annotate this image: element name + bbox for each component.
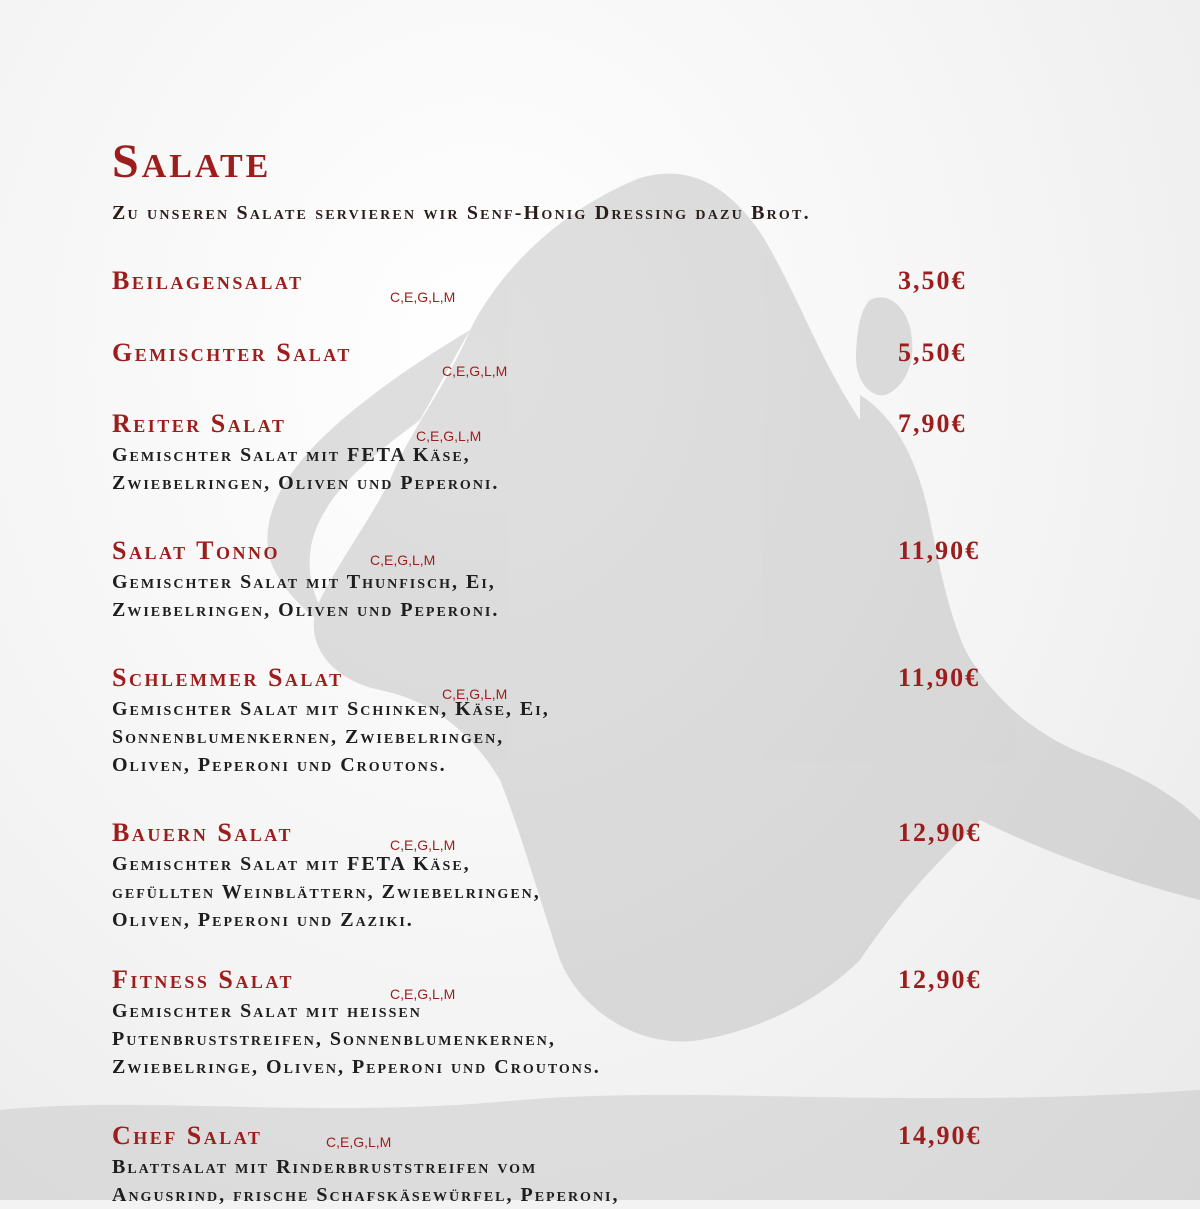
item-price: 3,50€: [898, 266, 967, 295]
item-allergens: C,E,G,L,M: [416, 428, 482, 444]
menu-item: [112, 1121, 1052, 1206]
item-description: [112, 997, 601, 1081]
item-allergens: C,E,G,L,M: [390, 289, 456, 305]
description-line: Blattsalat mit Rinderbruststreifen vom: [112, 1156, 538, 1178]
menu-item: [112, 338, 1052, 379]
description-line: gefüllten Weinblättern, Zwiebelringen,: [112, 881, 541, 903]
item-description: [112, 1153, 620, 1209]
item-allergens: C,E,G,L,M: [390, 837, 456, 853]
item-allergens: C,E,G,L,M: [442, 363, 508, 379]
item-name: Gemischter Salat: [112, 338, 352, 367]
item-name: Beilagensalat: [112, 266, 304, 295]
item-allergens: C,E,G,L,M: [370, 552, 436, 568]
menu-title: Salate: [112, 135, 272, 188]
description-line: Zwiebelringen, Oliven und Peperoni.: [112, 599, 500, 621]
item-price: 11,90€: [898, 536, 981, 565]
item-name: Chef Salat: [112, 1121, 263, 1150]
menu-subtitle: Zu unseren Salate servieren wir Senf-Honig Dressing dazu Brot.: [112, 202, 811, 224]
item-price: 12,90€: [898, 965, 982, 994]
description-line: Gemischter Salat mit FETA Käse,: [112, 444, 471, 466]
menu-item: [112, 663, 1052, 776]
item-price: 14,90€: [898, 1121, 982, 1150]
item-name: Salat Tonno: [112, 536, 281, 565]
item-allergens: C,E,G,L,M: [442, 686, 508, 702]
description-line: Oliven, Peperoni und Zaziki.: [112, 909, 414, 931]
item-price: 7,90€: [898, 409, 967, 438]
description-line: Putenbruststreifen, Sonnenblumenkernen,: [112, 1028, 556, 1050]
description-line: Zwiebelringen, Oliven und Peperoni.: [112, 472, 500, 494]
item-name: Fitness Salat: [112, 965, 295, 994]
description-line: Gemischter Salat mit Thunfisch, Ei,: [112, 571, 496, 593]
item-description: [112, 441, 499, 497]
description-line: Zwiebelringe, Oliven, Peperoni und Croutons.: [112, 1056, 601, 1078]
item-price: 12,90€: [898, 818, 982, 847]
item-name: Reiter Salat: [112, 409, 287, 438]
description-line: Gemischter Salat mit Schinken, Käse, Ei,: [112, 698, 550, 720]
description-line: Gemischter Salat mit FETA Käse,: [112, 853, 471, 875]
item-price: 11,90€: [898, 663, 981, 692]
item-description: [112, 695, 550, 779]
item-name: Bauern Salat: [112, 818, 293, 847]
menu-item: [112, 965, 1052, 1078]
description-line: Angusrind, frische Schafskäsewürfel, Peperoni,: [112, 1184, 620, 1206]
description-line: Gemischter Salat mit heissen: [112, 1000, 422, 1022]
description-line: Sonnenblumenkernen, Zwiebelringen,: [112, 726, 505, 748]
menu-item: [112, 536, 1052, 621]
menu-item: [112, 409, 1052, 494]
item-description: [112, 850, 541, 934]
item-description: [112, 568, 499, 624]
item-allergens: C,E,G,L,M: [326, 1134, 392, 1150]
description-line: Oliven, Peperoni und Croutons.: [112, 754, 447, 776]
menu-item: [112, 818, 1052, 931]
item-name: Schlemmer Salat: [112, 663, 344, 692]
item-price: 5,50€: [898, 338, 967, 367]
menu-item: [112, 266, 1052, 305]
item-allergens: C,E,G,L,M: [390, 986, 456, 1002]
